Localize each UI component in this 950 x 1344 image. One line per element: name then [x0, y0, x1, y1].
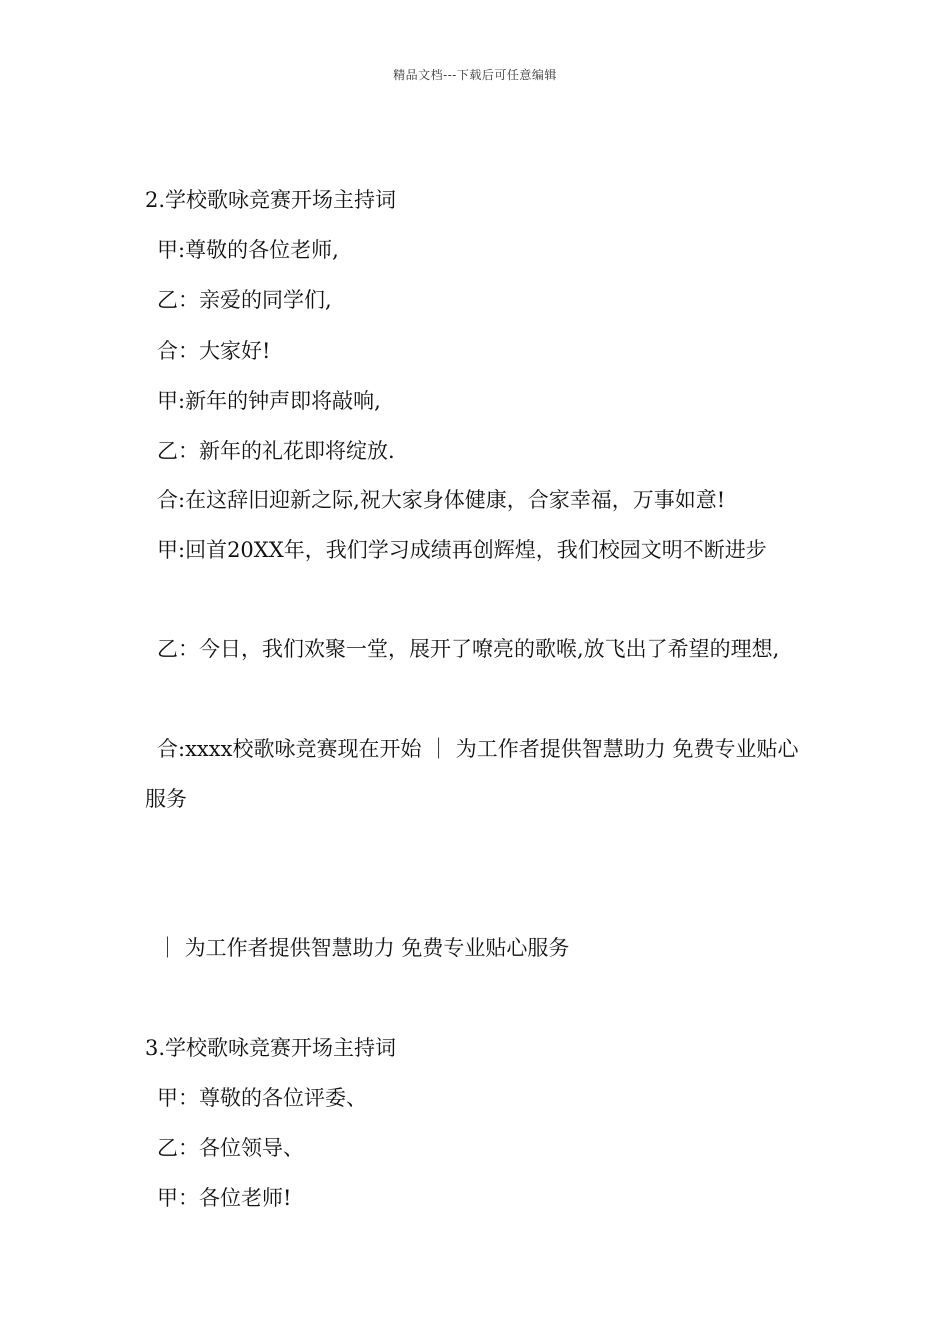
page-header: 精品文档---下载后可任意编辑 [393, 68, 557, 82]
dialogue-line: 甲:回首20XX年，我们学习成绩再创辉煌，我们校园文明不断进步 [157, 538, 767, 562]
dialogue-paragraph: 合:xxxx校歌咏竞赛现在开始 ｜ 为工作者提供智慧助力 免费专业贴心服务 [145, 737, 799, 811]
dialogue-line: 合:在这辞旧迎新之际,祝大家身体健康，合家幸福，万事如意! [157, 488, 726, 512]
dialogue-line: 乙：各位领导、 [157, 1136, 304, 1160]
dialogue-line: 甲：尊敬的各位评委、 [157, 1086, 367, 1110]
dialogue-line: 甲:尊敬的各位老师, [157, 238, 339, 262]
section-2-title: 2.学校歌咏竞赛开场主持词 [145, 188, 397, 212]
dialogue-line: 甲:新年的钟声即将敲响, [157, 389, 381, 413]
dialogue-line: 乙：亲爱的同学们, [157, 288, 332, 312]
dialogue-line: 合：大家好! [157, 339, 271, 363]
dialogue-paragraph: 乙：今日，我们欢聚一堂，展开了嘹亮的歌喉,放飞出了希望的理想, [157, 637, 780, 661]
section-3-title: 3.学校歌咏竞赛开场主持词 [145, 1036, 397, 1060]
dialogue-line: 甲：各位老师! [157, 1186, 292, 1210]
dialogue-line: 乙：新年的礼花即将绽放. [157, 439, 395, 463]
service-slogan: ｜ 为工作者提供智慧助力 免费专业贴心服务 [157, 936, 570, 960]
